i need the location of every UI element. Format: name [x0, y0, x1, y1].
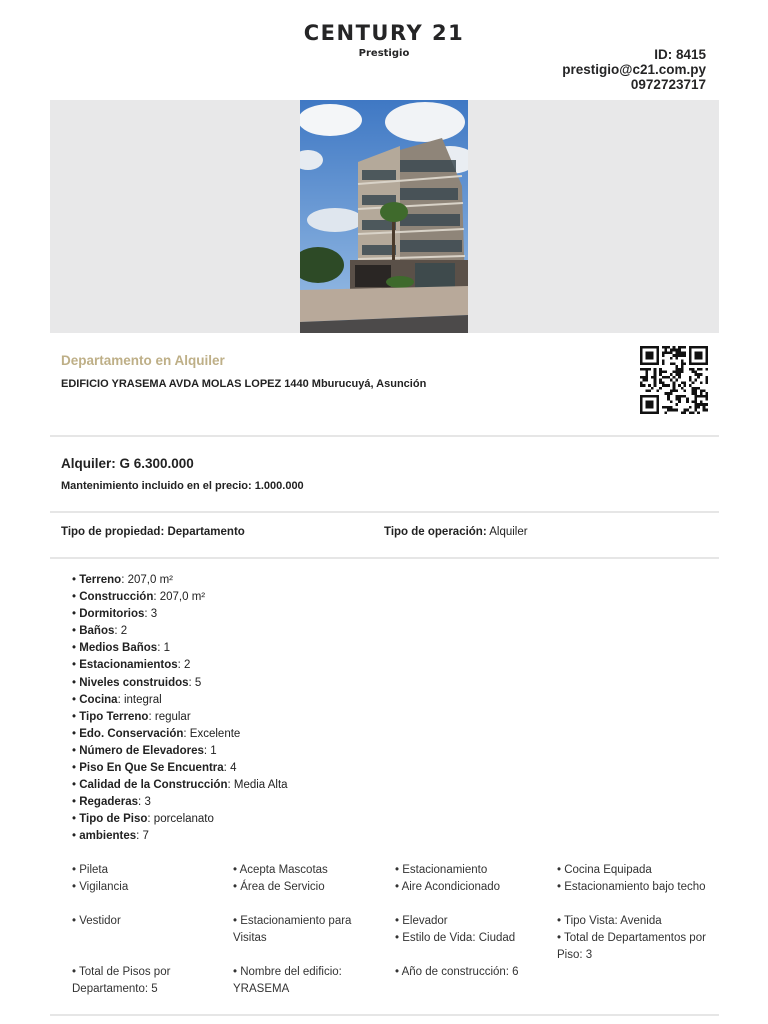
property-photo [300, 100, 468, 333]
feature-item: • Medios Baños: 1 [72, 642, 170, 655]
property-type: Tipo de propiedad: Departamento [61, 526, 245, 538]
amenity-item: • Total de Pisos por Departamento: 5 [72, 966, 171, 995]
amenity-item: • Elevador [395, 915, 448, 927]
feature-item: • Calidad de la Construcción: Media Alta [72, 779, 288, 792]
feature-item: • Regaderas: 3 [72, 796, 151, 809]
listing-title: Departamento en Alquiler [61, 353, 225, 368]
amenity-item: • Tipo Vista: Avenida [557, 915, 662, 927]
amenity-item: • Estilo de Vida: Ciudad [395, 932, 516, 944]
qr-code [640, 346, 708, 414]
brand-name: CENTURY 21 [303, 21, 465, 45]
amenity-item: • Pileta [72, 864, 108, 876]
operation-type [384, 526, 528, 538]
amenity-item: • Estacionamiento para Visitas [233, 915, 352, 944]
listing-address: EDIFICIO YRASEMA AVDA MOLAS LOPEZ 1440 Mburucuyá, Asunción [61, 378, 427, 390]
divider [50, 557, 719, 559]
amenity-item: • Aire Acondicionado [395, 881, 501, 893]
divider [50, 1014, 719, 1016]
feature-item: • Cocina: integral [72, 693, 162, 706]
maintenance-price: Mantenimiento incluido en el precio: 1.000.000 [61, 480, 304, 492]
feature-item: • Número de Elevadores: 1 [72, 744, 217, 757]
divider [50, 435, 719, 437]
amenity-item: • Vestidor [72, 915, 121, 927]
feature-item: • Baños: 2 [72, 625, 128, 638]
amenity-item: • Acepta Mascotas [233, 864, 328, 876]
feature-item: • Terreno: 207,0 m² [72, 574, 173, 586]
feature-item: • Construcción: 207,0 m² [72, 591, 206, 604]
amenity-item: • Estacionamiento bajo techo [557, 881, 706, 893]
divider [50, 511, 719, 513]
operation-type-value: Alquiler [489, 526, 528, 538]
amenity-item: • Área de Servicio [233, 881, 325, 893]
listing-id: ID: 8415 [654, 47, 706, 62]
amenity-item: • Vigilancia [72, 881, 129, 893]
contact-block [562, 47, 706, 92]
feature-item: • Tipo de Piso: porcelanato [72, 813, 214, 826]
amenity-item: • Nombre del edificio: YRASEMA [233, 966, 342, 995]
contact-email[interactable]: prestigio@c21.com.py [562, 62, 706, 77]
listing-header [61, 353, 426, 390]
amenity-item: • Cocina Equipada [557, 864, 652, 876]
feature-item: • Estacionamientos: 2 [72, 659, 191, 672]
operation-type-label: Tipo de operación: [384, 526, 487, 538]
amenity-item: • Total de Departamentos por Piso: 3 [557, 932, 706, 961]
feature-item: • Edo. Conservación: Excelente [72, 727, 241, 740]
brand-subtitle: Prestigio [358, 48, 410, 59]
contact-phone[interactable]: 0972723717 [630, 77, 706, 92]
feature-item: • Tipo Terreno: regular [72, 710, 191, 723]
feature-item: • Piso En Que Se Encuentra: 4 [72, 762, 237, 775]
feature-item: • ambientes: 7 [72, 830, 149, 843]
feature-item: • Niveles construidos: 5 [72, 676, 202, 689]
features-list [72, 572, 288, 846]
amenity-item: • Estacionamiento [395, 864, 488, 876]
amenity-item: • Año de construcción: 6 [395, 966, 519, 978]
feature-item: • Dormitorios: 3 [72, 608, 158, 621]
rent-price: Alquiler: G 6.300.000 [61, 456, 194, 471]
